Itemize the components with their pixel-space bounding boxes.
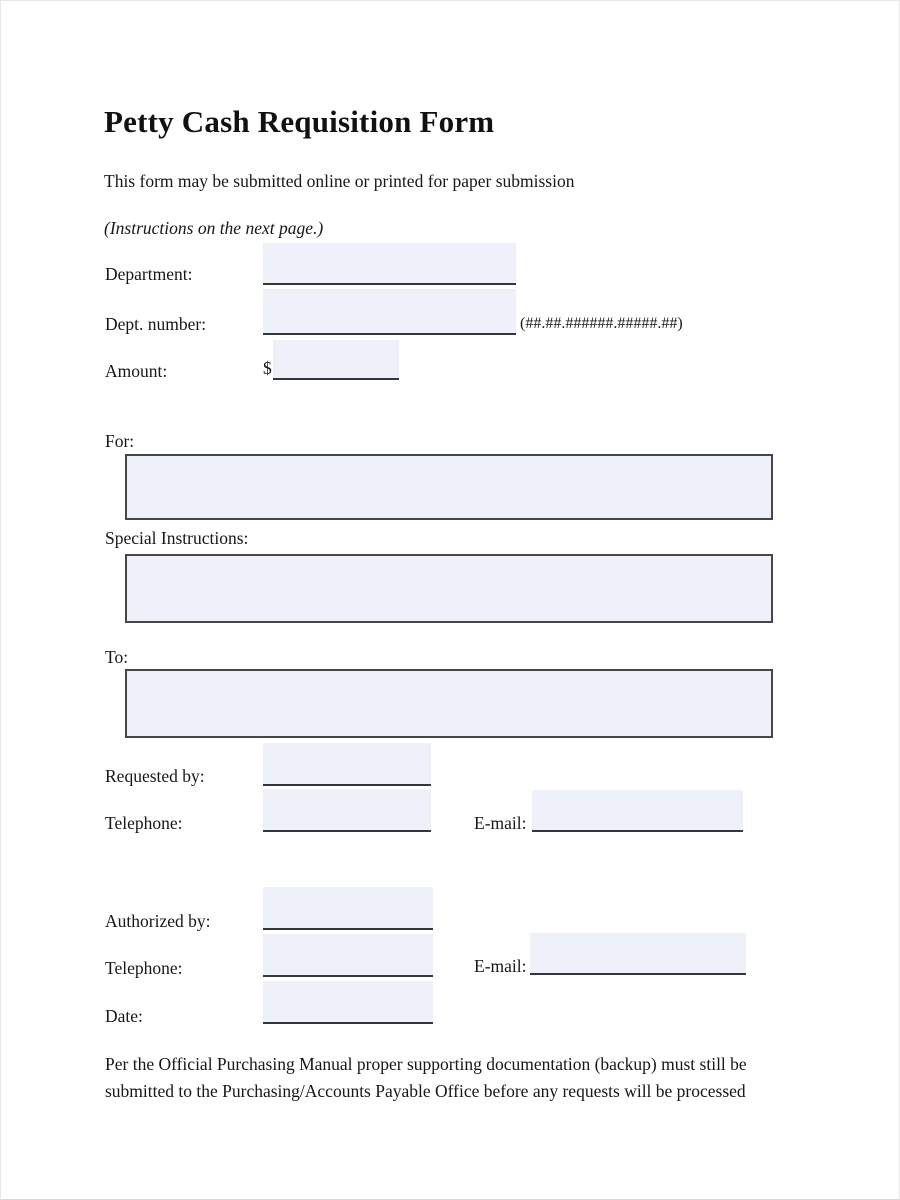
email-authorizer-field[interactable] [530,933,746,975]
authorized-by-field[interactable] [263,887,433,930]
special-instructions-label: Special Instructions: [105,528,249,548]
form-subtitle: This form may be submitted online or printed for paper submission [104,171,575,191]
requested-by-label: Requested by: [105,766,205,786]
to-label: To: [105,647,129,667]
amount-label: Amount: [105,361,168,381]
email-requester-field[interactable] [532,790,743,832]
department-label: Department: [105,264,193,284]
footer-line-2: submitted to the Purchasing/Accounts Payable Office before any requests will be processed [105,1081,746,1101]
dept-number-label: Dept. number: [105,314,207,334]
telephone-requester-label: Telephone: [105,813,183,833]
date-field[interactable] [263,981,433,1024]
telephone-authorizer-field[interactable] [263,934,433,977]
department-field[interactable] [263,243,516,285]
for-label: For: [105,431,135,451]
requested-by-field[interactable] [263,743,431,786]
dept-number-field[interactable] [263,289,516,335]
authorized-by-label: Authorized by: [105,911,211,931]
special-instructions-field[interactable] [125,554,773,623]
for-field[interactable] [125,454,773,520]
email-requester-label: E-mail: [474,813,527,833]
amount-currency-symbol: $ [263,358,272,378]
dept-number-format-hint: (##.##.######.#####.##) [520,315,683,332]
page-title: Petty Cash Requisition Form [104,104,495,139]
to-field[interactable] [125,669,773,738]
instructions-note: (Instructions on the next page.) [104,218,324,238]
date-label: Date: [105,1006,143,1026]
telephone-requester-field[interactable] [263,789,431,832]
footer-line-1: Per the Official Purchasing Manual proper supporting documentation (backup) must still be [105,1054,747,1074]
email-authorizer-label: E-mail: [474,956,527,976]
amount-field[interactable] [273,340,399,380]
telephone-authorizer-label: Telephone: [105,958,183,978]
